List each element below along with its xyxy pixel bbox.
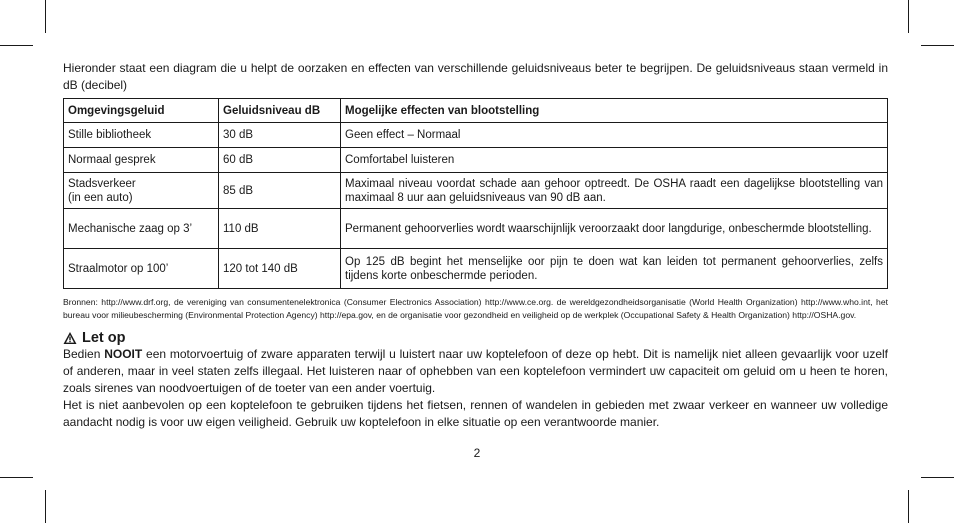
cell-environment: Normaal gesprek (64, 148, 219, 173)
warning-text: een motorvoertuig of zware apparaten terwijl u luistert naar uw koptelefoon of deze op hebt. Dit is namelijk niet alleen gevaarlijk voor uzelf of anderen, maar in veel staten zelfs illegaal. Het luisteren naar of ophebben van een koptelefoon vermindert uw capaciteit om geluid om u heen te horen, zoals sirenes van noodvoertuigen of de toeter van een ander voertuig. (63, 347, 888, 395)
cell-level: 85 dB (219, 173, 341, 209)
cell-environment: Stadsverkeer (in een auto) (64, 173, 219, 209)
intro-paragraph: Hieronder staat een diagram die u helpt de oorzaken en effecten van verschillende geluidsniveaus beter te begrijpen. De geluidsniveaus staan vermeld in dB (decibel) (63, 61, 888, 92)
table-row (64, 209, 888, 249)
cell-effects: Geen effect – Normaal (341, 123, 888, 148)
cell-environment: Straalmotor op 100’ (64, 249, 219, 289)
cell-level: 60 dB (219, 148, 341, 173)
cell-effects: Comfortabel luisteren (341, 148, 888, 173)
cell-level: 110 dB (219, 209, 341, 249)
warning-paragraph-1 (63, 346, 888, 397)
warning-heading (63, 330, 888, 346)
page-content (63, 60, 888, 431)
warning-paragraph-2: Het is niet aanbevolen op een koptelefoon te gebruiken tijdens het fietsen, rennen of wandelen in gebieden met zwaar verkeer en wanneer uw volledige aandacht nodig is voor uw eigen veiligheid. Gebruik uw koptelefoon in elke situatie op een verantwoorde manier. (63, 398, 888, 429)
warning-triangle-icon (63, 331, 77, 345)
sound-levels-table (63, 98, 888, 289)
crop-mark (921, 477, 954, 478)
header-level: Geluidsniveau dB (219, 99, 341, 123)
cell-level: 120 tot 140 dB (219, 249, 341, 289)
table-row (64, 249, 888, 289)
cell-environment: Mechanische zaag op 3’ (64, 209, 219, 249)
cell-level: 30 dB (219, 123, 341, 148)
crop-mark (921, 45, 954, 46)
header-effects: Mogelijke effecten van blootstelling (341, 99, 888, 123)
crop-mark (908, 0, 909, 33)
sources-note: Bronnen: http://www.drf.org, de vereniging van consumentenelektronica (Consumer Electronics Association) http://www.ce.org. de wereldgezondheidsorganisatie (World Health Organization) http://www.who.int, het bureau voor milieubescherming (Environmental Protection Agency) http://epa.gov, en de organisatie voor gezondheid en veiligheid op de werkplek (Occupational Safety & Health Organization) http://OSHA.gov. (63, 297, 888, 320)
cell-effects: Permanent gehoorverlies wordt waarschijnlijk veroorzaakt door langdurige, onbeschermde blootstelling. (341, 209, 888, 249)
warning-text: Bedien (63, 347, 105, 361)
cell-effects: Maximaal niveau voordat schade aan gehoor optreedt. De OSHA raadt een dagelijkse blootstelling van maximaal 8 uur aan geluidsniveaus van 90 dB aan. (341, 173, 888, 209)
table-header-row (64, 99, 888, 123)
table-row (64, 148, 888, 173)
crop-mark (45, 490, 46, 523)
crop-mark (0, 477, 33, 478)
table-row (64, 173, 888, 209)
header-environment: Omgevingsgeluid (64, 99, 219, 123)
crop-mark (0, 45, 33, 46)
table-row (64, 123, 888, 148)
crop-mark (45, 0, 46, 33)
crop-mark (908, 490, 909, 523)
warning-title: Let op (82, 330, 126, 346)
cell-effects: Op 125 dB begint het menselijke oor pijn te doen wat kan leiden tot permanent gehoorverlies, zelfs tijdens korte onbeschermde perioden. (341, 249, 888, 289)
cell-environment: Stille bibliotheek (64, 123, 219, 148)
warning-emphasis: NOOIT (104, 347, 143, 361)
page-number: 2 (473, 446, 481, 460)
